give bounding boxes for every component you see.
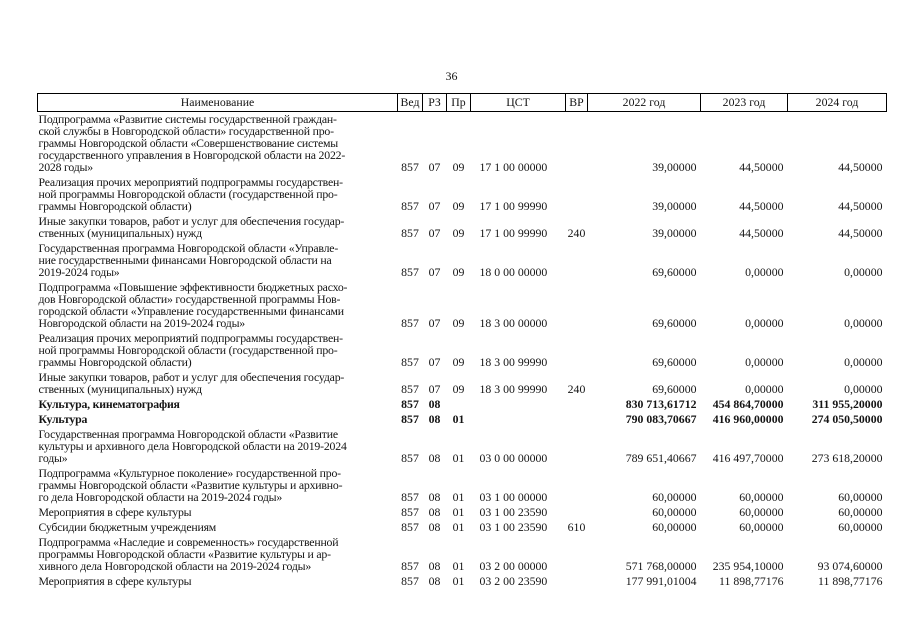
cell-name bbox=[38, 412, 398, 427]
col-header-rz: РЗ bbox=[423, 94, 447, 112]
col-header-2023: 2023 год bbox=[701, 94, 788, 112]
cell-name bbox=[38, 331, 398, 370]
col-header-vr: ВР bbox=[566, 94, 588, 112]
cell-name-line: ственных (муниципальных) нужд bbox=[38, 382, 202, 396]
cell-rz: 07 bbox=[428, 382, 441, 396]
cell-cst: 03 1 00 23590 bbox=[479, 520, 548, 534]
col-header-2022: 2022 год bbox=[588, 94, 701, 112]
cell-rz: 07 bbox=[428, 226, 441, 240]
cell-vr bbox=[566, 412, 588, 427]
cell-name-line: Мероприятия в сфере культуры bbox=[38, 574, 192, 588]
cell-2022: 60,00000 bbox=[652, 520, 697, 534]
cell-2024: 93 074,60000 bbox=[817, 559, 883, 573]
cell-name bbox=[38, 214, 398, 241]
cell-name bbox=[38, 574, 398, 589]
table-row bbox=[38, 505, 887, 520]
cell-name-line: Подпрограмма «Культурное поколение» государственной про- bbox=[38, 466, 341, 480]
cell-name-line: ственных (муниципальных) нужд bbox=[38, 226, 202, 240]
cell-name bbox=[38, 505, 398, 520]
cell-name bbox=[38, 280, 398, 331]
cell-2022: 69,60000 bbox=[652, 316, 697, 330]
cell-pr: 01 bbox=[452, 412, 465, 426]
cell-2022: 177 991,01004 bbox=[625, 574, 697, 588]
cell-2024: 44,50000 bbox=[838, 160, 883, 174]
cell-rz: 07 bbox=[428, 265, 441, 279]
table-row bbox=[38, 370, 887, 397]
cell-rz: 08 bbox=[428, 520, 441, 534]
cell-2023: 11 898,77176 bbox=[719, 574, 784, 588]
cell-pr: 01 bbox=[452, 559, 465, 573]
cell-2023: 44,50000 bbox=[739, 160, 784, 174]
cell-rz: 08 bbox=[428, 490, 441, 504]
cell-2023: 0,00000 bbox=[745, 355, 784, 369]
cell-2022: 39,00000 bbox=[652, 160, 697, 174]
cell-cst: 18 3 00 99990 bbox=[479, 382, 548, 396]
cell-pr: 09 bbox=[452, 160, 465, 174]
cell-ved: 857 bbox=[401, 382, 419, 396]
cell-rz: 08 bbox=[428, 412, 441, 426]
cell-cst: 17 1 00 00000 bbox=[479, 160, 548, 174]
table-row bbox=[38, 412, 887, 427]
cell-rz: 08 bbox=[428, 451, 441, 465]
cell-name bbox=[38, 427, 398, 466]
col-header-pr: Пр bbox=[447, 94, 471, 112]
cell-name-line: ной программы Новгородской области (государственной про- bbox=[38, 343, 338, 357]
cell-rz: 07 bbox=[428, 355, 441, 369]
cell-2022: 830 713,61712 bbox=[625, 397, 697, 411]
cell-ved: 857 bbox=[401, 520, 419, 534]
cell-cst: 18 0 00 00000 bbox=[479, 265, 548, 279]
cell-vr bbox=[566, 427, 588, 466]
cell-rz: 07 bbox=[428, 199, 441, 213]
cell-vr bbox=[566, 175, 588, 214]
col-header-ved: Вед bbox=[398, 94, 423, 112]
cell-name-line: Иные закупки товаров, работ и услуг для обеспечения государ- bbox=[38, 370, 345, 384]
cell-vr bbox=[566, 574, 588, 589]
cell-vr: 240 bbox=[567, 226, 586, 240]
cell-cst: 18 3 00 00000 bbox=[479, 316, 548, 330]
cell-name bbox=[38, 466, 398, 505]
cell-rz: 07 bbox=[428, 316, 441, 330]
cell-2023: 60,00000 bbox=[739, 490, 784, 504]
cell-name-line: государственного управления в Новгородской области на 2022- bbox=[38, 148, 346, 162]
page-number: 36 bbox=[445, 69, 458, 83]
cell-2022: 571 768,00000 bbox=[625, 559, 697, 573]
cell-name bbox=[38, 370, 398, 397]
cell-name bbox=[38, 112, 398, 176]
cell-2024: 0,00000 bbox=[844, 355, 883, 369]
cell-pr: 01 bbox=[452, 574, 465, 588]
cell-2024: 11 898,77176 bbox=[818, 574, 883, 588]
cell-ved: 857 bbox=[401, 355, 419, 369]
col-header-cst: ЦСТ bbox=[471, 94, 566, 112]
table-row bbox=[38, 280, 887, 331]
cell-name-line: Государственная программа Новгородской области «Развитие bbox=[38, 427, 338, 441]
cell-2024: 0,00000 bbox=[844, 316, 883, 330]
cell-name-line: ной программы Новгородской области (государственной про- bbox=[38, 187, 338, 201]
cell-2023: 454 864,70000 bbox=[712, 397, 784, 411]
cell-pr: 09 bbox=[452, 226, 465, 240]
cell-cst: 03 2 00 23590 bbox=[479, 574, 548, 588]
cell-rz: 08 bbox=[428, 559, 441, 573]
cell-cst: 17 1 00 99990 bbox=[479, 199, 548, 213]
cell-ved: 857 bbox=[401, 574, 419, 588]
cell-2024: 60,00000 bbox=[838, 505, 883, 519]
cell-2023: 0,00000 bbox=[745, 265, 784, 279]
table-body bbox=[38, 112, 887, 590]
cell-2024: 311 955,20000 bbox=[812, 397, 883, 411]
cell-pr: 01 bbox=[452, 505, 465, 519]
cell-vr bbox=[566, 331, 588, 370]
cell-name bbox=[38, 175, 398, 214]
cell-pr: 01 bbox=[452, 451, 465, 465]
cell-name-line: дов Новгородской области» государственной программы Нов- bbox=[38, 292, 341, 306]
cell-name-line: Новгородской области на 2019-2024 годы» bbox=[38, 316, 245, 330]
cell-ved: 857 bbox=[401, 265, 419, 279]
cell-name-line: хивного дела Новгородской области на 2019-2024 годы» bbox=[38, 559, 312, 573]
cell-2022: 69,60000 bbox=[652, 382, 697, 396]
cell-vr bbox=[566, 397, 588, 412]
cell-2024: 44,50000 bbox=[838, 226, 883, 240]
cell-name-line: городской области «Управление государственными финансами bbox=[38, 304, 344, 318]
cell-ved: 857 bbox=[401, 160, 419, 174]
cell-vr bbox=[566, 112, 588, 176]
cell-cst: 03 1 00 23590 bbox=[479, 505, 548, 519]
cell-ved: 857 bbox=[401, 451, 419, 465]
cell-name-line: граммы Новгородской области «Развитие культуры и архивно- bbox=[38, 478, 343, 492]
cell-2023: 235 954,10000 bbox=[712, 559, 784, 573]
cell-ved: 857 bbox=[401, 412, 419, 426]
cell-name bbox=[38, 397, 398, 412]
cell-ved: 857 bbox=[401, 490, 419, 504]
cell-vr: 610 bbox=[567, 520, 586, 534]
cell-name bbox=[38, 535, 398, 574]
cell-name-line: Культура bbox=[38, 412, 88, 426]
cell-2023: 416 497,70000 bbox=[712, 451, 784, 465]
cell-2022: 39,00000 bbox=[652, 226, 697, 240]
cell-pr: 01 bbox=[452, 490, 465, 504]
cell-rz: 08 bbox=[428, 574, 441, 588]
cell-cst: 18 3 00 99990 bbox=[479, 355, 548, 369]
table-row bbox=[38, 112, 887, 176]
cell-2022: 60,00000 bbox=[652, 490, 697, 504]
table-row bbox=[38, 535, 887, 574]
table-header bbox=[38, 94, 887, 112]
cell-ved: 857 bbox=[401, 199, 419, 213]
cell-name-line: Государственная программа Новгородской области «Управле- bbox=[38, 241, 339, 255]
cell-2022: 790 083,70667 bbox=[625, 412, 697, 426]
table-row bbox=[38, 175, 887, 214]
cell-rz: 08 bbox=[428, 397, 441, 411]
cell-2023: 60,00000 bbox=[739, 520, 784, 534]
cell-vr bbox=[566, 241, 588, 280]
cell-name-line: Реализация прочих мероприятий подпрограммы государствен- bbox=[38, 331, 343, 345]
cell-2024: 0,00000 bbox=[844, 382, 883, 396]
cell-name-line: граммы Новгородской области «Совершенствование системы bbox=[38, 136, 339, 150]
table-row bbox=[38, 397, 887, 412]
cell-2022: 60,00000 bbox=[652, 505, 697, 519]
col-header-2024: 2024 год bbox=[788, 94, 887, 112]
cell-rz: 08 bbox=[428, 505, 441, 519]
cell-ved: 857 bbox=[401, 559, 419, 573]
cell-pr: 09 bbox=[452, 316, 465, 330]
cell-name-line: Подпрограмма «Развитие системы государственной граждан- bbox=[38, 112, 337, 126]
cell-ved: 857 bbox=[401, 316, 419, 330]
cell-name-line: 2019-2024 годы» bbox=[38, 265, 120, 279]
cell-2023: 0,00000 bbox=[745, 382, 784, 396]
cell-name-line: программы Новгородской области «Развитие культуры и ар- bbox=[38, 547, 331, 561]
cell-2024: 60,00000 bbox=[838, 490, 883, 504]
cell-2022: 69,60000 bbox=[652, 355, 697, 369]
cell-pr: 01 bbox=[452, 520, 465, 534]
cell-2023: 60,00000 bbox=[739, 505, 784, 519]
cell-2022: 69,60000 bbox=[652, 265, 697, 279]
budget-table bbox=[37, 93, 887, 589]
cell-2024: 60,00000 bbox=[838, 520, 883, 534]
cell-pr bbox=[447, 397, 471, 412]
cell-vr: 240 bbox=[567, 382, 586, 396]
cell-name-line: Культура, кинематография bbox=[38, 397, 180, 411]
cell-2022: 789 651,40667 bbox=[625, 451, 697, 465]
cell-2023: 416 960,00000 bbox=[712, 412, 784, 426]
cell-pr: 09 bbox=[452, 355, 465, 369]
table-row bbox=[38, 214, 887, 241]
cell-name-line: граммы Новгородской области) bbox=[38, 199, 192, 213]
cell-name-line: культуры и архивного дела Новгородской области на 2019-2024 bbox=[38, 439, 347, 453]
cell-cst: 03 1 00 00000 bbox=[479, 490, 548, 504]
cell-2024: 273 618,20000 bbox=[811, 451, 883, 465]
cell-name-line: граммы Новгородской области) bbox=[38, 355, 192, 369]
table-row bbox=[38, 466, 887, 505]
cell-cst bbox=[471, 412, 566, 427]
cell-vr bbox=[566, 466, 588, 505]
col-header-name: Наименование bbox=[38, 94, 398, 112]
table-row bbox=[38, 331, 887, 370]
cell-cst bbox=[471, 397, 566, 412]
cell-vr bbox=[566, 535, 588, 574]
cell-name-line: Субсидии бюджетным учреждениям bbox=[38, 520, 217, 534]
cell-ved: 857 bbox=[401, 397, 419, 411]
cell-pr: 09 bbox=[452, 265, 465, 279]
cell-name-line: Реализация прочих мероприятий подпрограммы государствен- bbox=[38, 175, 343, 189]
cell-name-line: 2028 годы» bbox=[38, 160, 93, 174]
cell-pr: 09 bbox=[452, 199, 465, 213]
table-row bbox=[38, 574, 887, 589]
table-row bbox=[38, 520, 887, 535]
cell-ved: 857 bbox=[401, 505, 419, 519]
cell-name bbox=[38, 241, 398, 280]
cell-cst: 03 0 00 00000 bbox=[479, 451, 548, 465]
cell-vr bbox=[566, 505, 588, 520]
cell-name-line: ской службы в Новгородской области» государственной про- bbox=[38, 124, 334, 138]
cell-name-line: го дела Новгородской области на 2019-2024 годы» bbox=[38, 490, 283, 504]
cell-cst: 03 2 00 00000 bbox=[479, 559, 548, 573]
cell-pr: 09 bbox=[452, 382, 465, 396]
cell-2022: 39,00000 bbox=[652, 199, 697, 213]
table-row bbox=[38, 241, 887, 280]
cell-2023: 0,00000 bbox=[745, 316, 784, 330]
cell-name-line: Мероприятия в сфере культуры bbox=[38, 505, 192, 519]
cell-vr bbox=[566, 280, 588, 331]
cell-cst: 17 1 00 99990 bbox=[479, 226, 548, 240]
cell-2024: 274 050,50000 bbox=[811, 412, 883, 426]
cell-2023: 44,50000 bbox=[739, 226, 784, 240]
table-header-row bbox=[38, 94, 887, 112]
table-row bbox=[38, 427, 887, 466]
cell-name-line: Подпрограмма «Повышение эффективности бюджетных расхо- bbox=[38, 280, 348, 294]
cell-ved: 857 bbox=[401, 226, 419, 240]
cell-name bbox=[38, 520, 398, 535]
cell-name-line: Подпрограмма «Наследие и современность» государственной bbox=[38, 535, 339, 549]
cell-2024: 44,50000 bbox=[838, 199, 883, 213]
cell-2024: 0,00000 bbox=[844, 265, 883, 279]
cell-2023: 44,50000 bbox=[739, 199, 784, 213]
cell-rz: 07 bbox=[428, 160, 441, 174]
cell-name-line: ние государственными финансами Новгородской области на bbox=[38, 253, 332, 267]
cell-name-line: годы» bbox=[38, 451, 68, 465]
cell-name-line: Иные закупки товаров, работ и услуг для обеспечения государ- bbox=[38, 214, 345, 228]
